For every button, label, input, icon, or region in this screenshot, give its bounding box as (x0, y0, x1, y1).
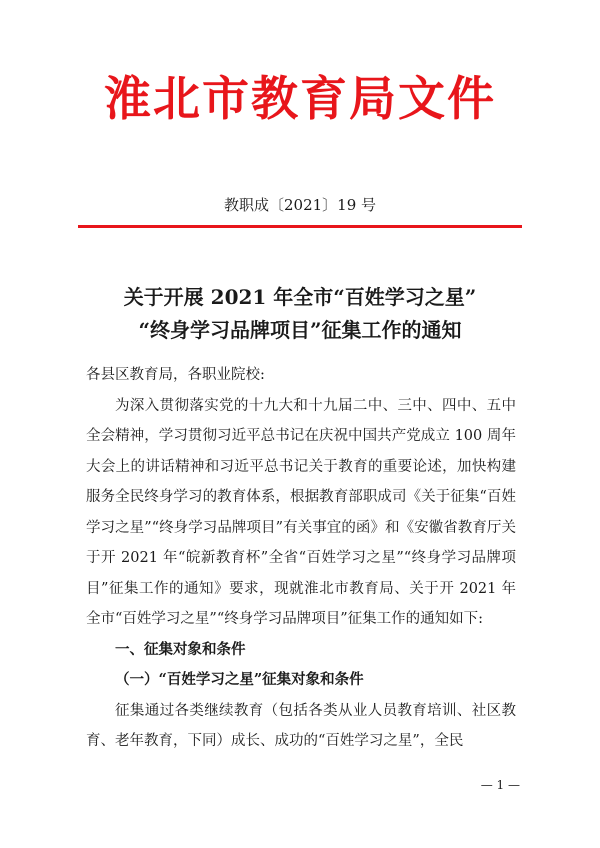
body-paragraph: 征集通过各类继续教育（包括各类从业人员教育培训、社区教育、老年教育，下同）成长、成功的“百姓学习之星”，全民 (86, 702, 516, 749)
document-masthead: 淮北市教育局文件 (104, 72, 496, 127)
notice-title-line-1: 关于开展 2021 年全市“百姓学习之星” (123, 285, 477, 309)
page-number: — 1 — (480, 778, 520, 792)
notice-title-line-2: “终身学习品牌项目”征集工作的通知 (138, 318, 462, 342)
body-paragraph: 为深入贯彻落实党的十九大和十九届二中、三中、四中、五中全会精神，学习贯彻习近平总书记在庆祝中国共产党成立 100 周年大会上的讲话精神和习近平总书记关于教育的重要论述，加快构建服务全民终身学习的教育体系，根据教育部职成司《关于征集“百姓学习之星”“终身学习品牌项目”有关事宜的函》和《安徽省教育厅关于开 2021 年“皖新教育杯”全省“百姓学习之星”“终身学习品牌项目”征集工作的通知》要求，现就淮北市教育局、关于开 2021 年全市“百姓学习之星”“终身学习品牌项目”征集工作的通知如下: (86, 397, 516, 627)
document-body (86, 360, 516, 757)
section-heading: 一、征集对象和条件 (115, 641, 246, 658)
subsection-heading: （一）“百姓学习之星”征集对象和条件 (115, 671, 364, 688)
red-divider-line (78, 225, 522, 228)
document-number: 教职成〔2021〕19 号 (223, 196, 377, 214)
salutation: 各县区教育局，各职业院校: (86, 367, 265, 383)
